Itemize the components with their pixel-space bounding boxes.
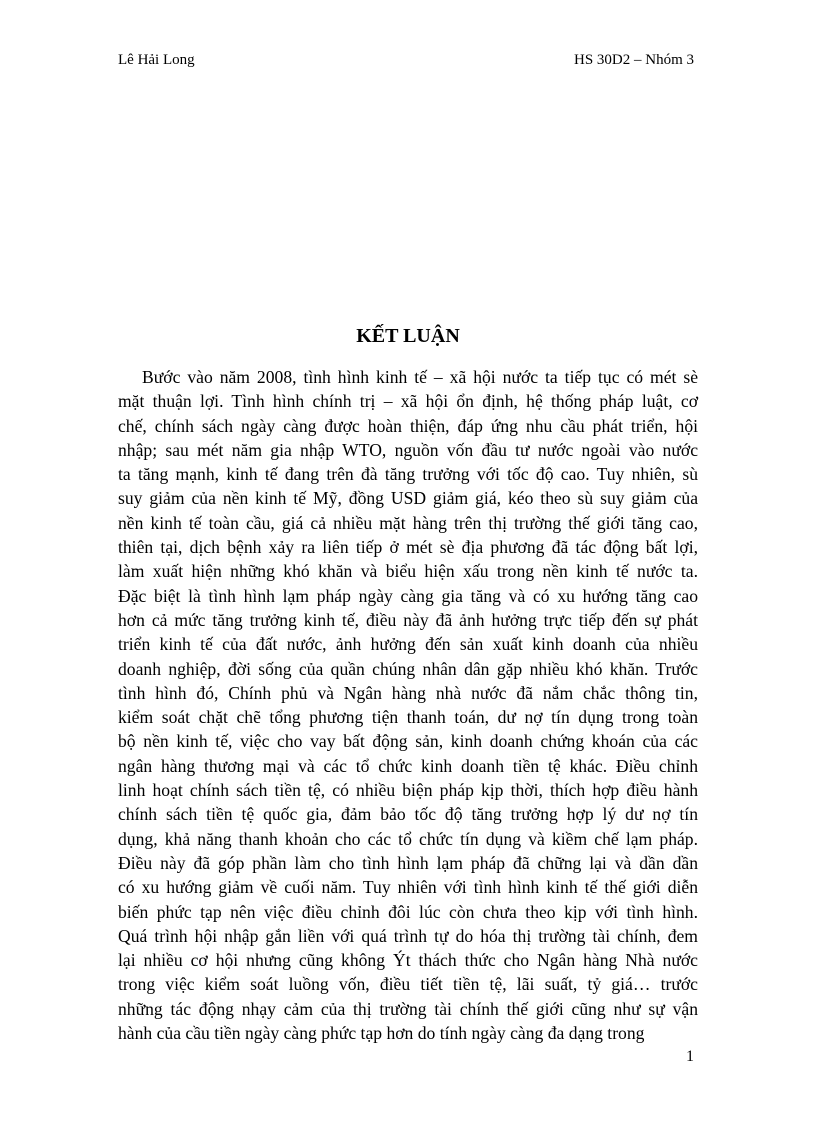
paragraph-line: trong việc kiểm soát luồng vốn, điều tiết tiền tệ, lãi suất, tỷ giá… trước — [118, 974, 698, 995]
page-number: 1 — [686, 1048, 694, 1065]
paragraph-line: lại nhiều cơ hội nhưng cũng không Ýt thách thức cho Ngân hàng Nhà nước — [118, 950, 698, 971]
paragraph-line: bộ nền kinh tế, việc cho vay bất động sản, kinh doanh chứng khoán của các — [118, 731, 698, 752]
paragraph-line: hơn cả mức tăng trưởng kinh tế, điều này đã ảnh hưởng trực tiếp đến sự phát — [118, 609, 698, 630]
paragraph-line: ta tăng mạnh, kinh tế đang trên đà tăng trưởng với tốc độ cao. Tuy nhiên, sù — [118, 464, 698, 485]
paragraph-line: mặt thuận lợi. Tình hình chính trị – xã hội ổn định, hệ thống pháp luật, cơ — [118, 391, 698, 412]
paragraph-line: Đặc biệt là tình hình lạm pháp ngày càng gia tăng và có xu hướng tăng cao — [118, 585, 698, 606]
paragraph-line: doanh nghiệp, đời sống của quần chúng nhân dân gặp nhiều khó khăn. Trước — [118, 658, 698, 679]
paragraph-line: suy giảm của nền kinh tế Mỹ, đồng USD giảm giá, kéo theo sù suy giảm của — [118, 488, 698, 509]
paragraph-line: kiểm soát chặt chẽ tổng phương tiện thanh toán, dư nợ tín dụng trong toàn — [118, 707, 698, 728]
paragraph-line: nền kinh tế toàn cầu, giá cả nhiều mặt hàng trên thị trường thế giới tăng cao, — [118, 512, 698, 533]
paragraph-line: làm xuất hiện những khó khăn và biểu hiện xấu trong nền kinh tế nước ta. — [118, 561, 698, 582]
paragraph-line: có xu hướng giảm về cuối năm. Tuy nhiên với tình hình kinh tế thế giới diễn — [118, 877, 698, 898]
paragraph-line: chính sách tiền tệ quốc gia, đảm bảo tốc độ tăng trưởng hợp lý dư nợ tín — [118, 804, 698, 825]
paragraph-line: tình hình đó, Chính phủ và Ngân hàng nhà nước đã nắm chắc thông tin, — [118, 682, 698, 703]
paragraph-line: dụng, khả năng thanh khoản cho các tổ chức tín dụng và kiềm chế lạm pháp. — [118, 828, 698, 849]
paragraph-line: hành của cầu tiền ngày càng phức tạp hơn do tính ngày càng đa dạng trong — [118, 1023, 645, 1044]
header-class-info: HS 30D2 – Nhóm 3 — [573, 52, 694, 68]
paragraph-line: Bước vào năm 2008, tình hình kinh tế – xã hội nước ta tiếp tục có mét sè — [142, 367, 698, 387]
paragraph-line: những tác động nhạy cảm của thị trường tài chính thế giới cũng như sự vận — [118, 998, 698, 1019]
paragraph-line: ngân hàng thương mại và các tổ chức kinh doanh tiền tệ khác. Điều chỉnh — [118, 755, 698, 776]
paragraph-line: biến phức tạp nên việc điều chỉnh đôi lúc còn chưa theo kịp với tình hình. — [118, 901, 698, 922]
paragraph-line: chế, chính sách ngày càng được hoàn thiện, đáp ứng nhu cầu phát triển, hội — [118, 415, 698, 436]
paragraph-line: Quá trình hội nhập gắn liền với quá trình tự do hóa thị trường tài chính, đem — [118, 925, 698, 946]
page-title: KẾT LUẬN — [356, 325, 460, 347]
header-author: Lê Hải Long — [118, 52, 195, 68]
paragraph-line: thiên tại, dịch bệnh xảy ra liên tiếp ở mét sè địa phương đã tác động bất lợi, — [118, 537, 698, 558]
paragraph-line: nhập; sau mét năm gia nhập WTO, nguồn vốn đầu tư nước ngoài vào nước — [118, 439, 698, 460]
conclusion-paragraph — [118, 365, 698, 1045]
paragraph-line: linh hoạt chính sách tiền tệ, có nhiều biện pháp kịp thời, thích hợp điều hành — [118, 780, 698, 801]
paragraph-line: Điều này đã góp phần làm cho tình hình lạm pháp đã chững lại và dần dần — [118, 852, 698, 873]
paragraph-line: triển kinh tế của đất nước, ảnh hưởng đến sản xuất kinh doanh của nhiều — [118, 634, 698, 655]
